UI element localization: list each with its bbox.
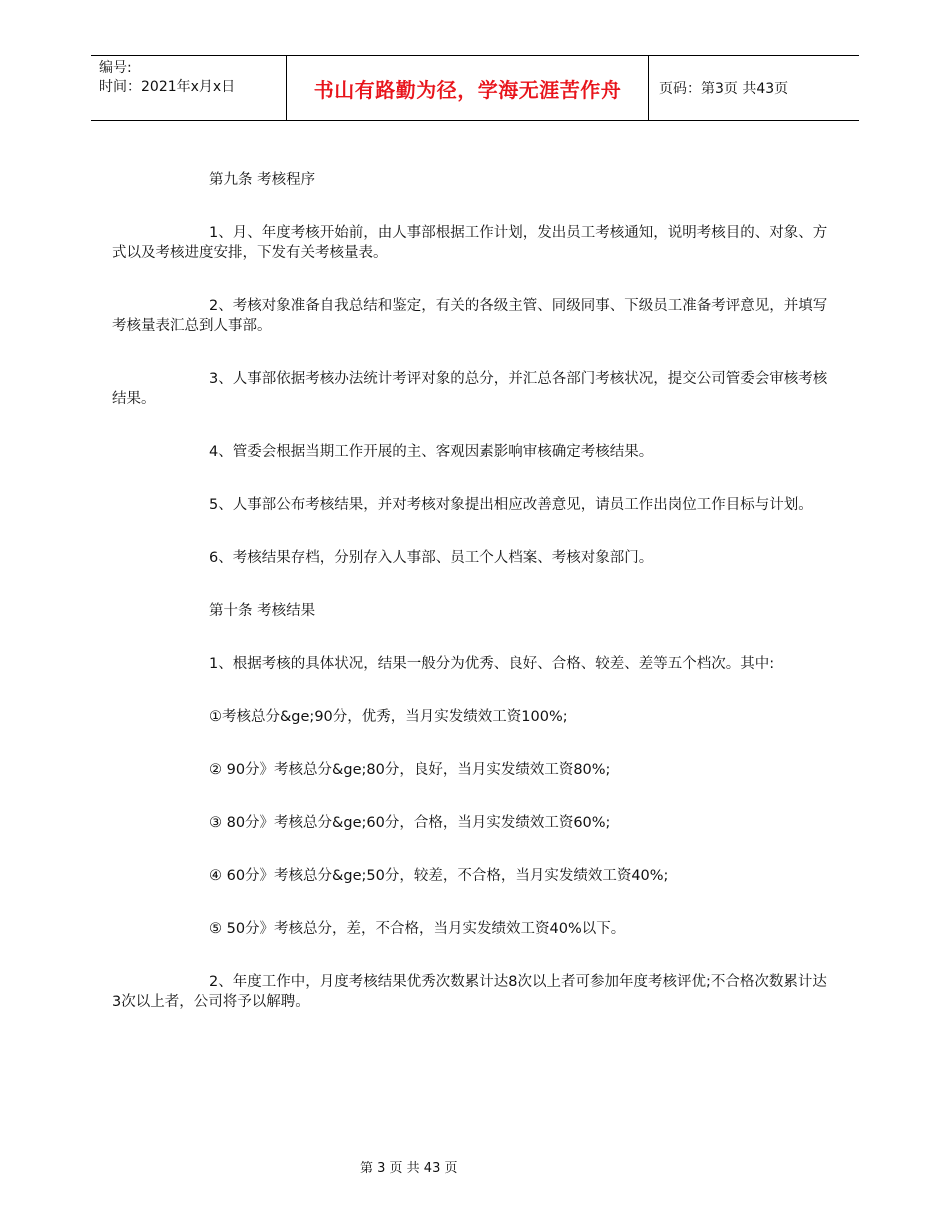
page-header	[91, 55, 859, 121]
grade-item-3: ③ 80分》考核总分&ge;60分，合格，当月实发绩效工资60%;	[209, 815, 611, 831]
header-meta	[91, 56, 287, 120]
header-page-cell	[649, 56, 859, 120]
grade-item-2: ② 90分》考核总分&ge;80分，良好，当月实发绩效工资80%;	[209, 762, 611, 778]
footer-page-number: 第 3 页 共 43 页	[360, 1161, 458, 1176]
procedure-step-6: 6、考核结果存档，分别存入人事部、员工个人档案、考核对象部门。	[209, 550, 654, 566]
header-page-label: 页码：第3页 共43页	[659, 81, 789, 97]
annual-rule-paragraph: 2、年度工作中，月度考核结果优秀次数累计达8次以上者可参加年度考核评优;不合格次数累计达3次以上者，公司将予以解聘。	[112, 974, 827, 1010]
document-time-label: 时间：2021年x月x日	[99, 79, 236, 95]
header-motto-cell	[287, 56, 649, 120]
page-footer	[0, 1157, 950, 1176]
grade-item-1: ①考核总分&ge;90分，优秀，当月实发绩效工资100%;	[209, 709, 568, 725]
grade-item-5: ⑤ 50分》考核总分，差，不合格，当月实发绩效工资40%以下。	[209, 921, 626, 937]
article-9-heading: 第九条 考核程序	[209, 172, 316, 188]
result-intro-paragraph: 1、根据考核的具体状况，结果一般分为优秀、良好、合格、较差、差等五个档次。其中:	[209, 656, 775, 672]
article-10-heading: 第十条 考核结果	[209, 603, 316, 619]
procedure-step-3: 3、人事部依据考核办法统计考评对象的总分，并汇总各部门考核状况，提交公司管委会审核考核结果。	[112, 371, 828, 407]
procedure-step-4: 4、管委会根据当期工作开展的主、客观因素影响审核确定考核结果。	[209, 444, 654, 460]
document-body	[112, 170, 832, 1045]
document-number-label: 编号:	[99, 60, 132, 76]
grade-item-4: ④ 60分》考核总分&ge;50分，较差，不合格，当月实发绩效工资40%;	[209, 868, 669, 884]
procedure-step-5: 5、人事部公布考核结果，并对考核对象提出相应改善意见，请员工作出岗位工作目标与计划。	[209, 497, 813, 513]
procedure-step-1: 1、月、年度考核开始前，由人事部根据工作计划，发出员工考核通知，说明考核目的、对象、方式以及考核进度安排，下发有关考核量表。	[112, 225, 828, 261]
procedure-step-2: 2、考核对象准备自我总结和鉴定，有关的各级主管、同级同事、下级员工准备考评意见，并填写考核量表汇总到人事部。	[112, 298, 828, 334]
header-motto: 书山有路勤为径，学海无涯苦作舟	[313, 77, 622, 102]
